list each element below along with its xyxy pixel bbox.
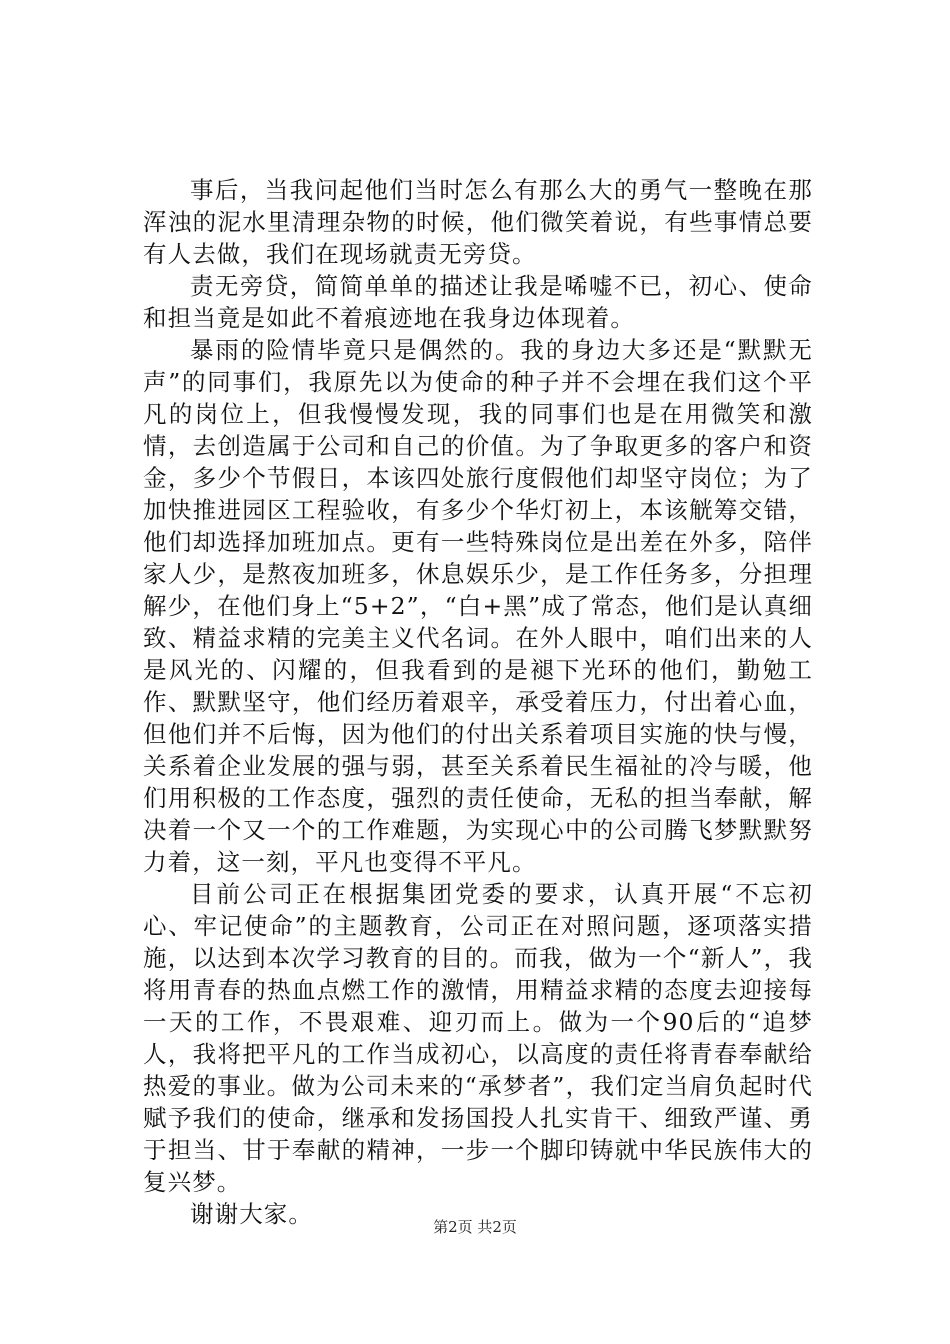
paragraph-thanks: 谢谢大家。 — [190, 1200, 313, 1228]
document-body — [143, 174, 813, 1230]
paragraph-duty: 责无旁贷，简简单单的描述让我是唏嘘不已，初心、使命和担当竟是如此不着痕迹地在我身边体现着。 — [143, 272, 813, 332]
page-number-footer: 第2页 共2页 — [433, 1218, 517, 1236]
paragraph-aftermath: 事后，当我问起他们当时怎么有那么大的勇气一整晚在那浑浊的泥水里清理杂物的时候，他们微笑着说，有些事情总要有人去做，我们在现场就责无旁贷。 — [143, 176, 813, 268]
paragraph-company-education: 目前公司正在根据集团党委的要求，认真开展“不忘初心、牢记使命”的主题教育，公司正在对照问题，逐项落实措施，以达到本次学习教育的目的。而我，做为一个“新人”，我将用青春的热血点燃工作的激情，用精益求精的态度去迎接每一天的工作，不畏艰难、迎刃而上。做为一个90后的“追梦人，我将把平凡的工作当成初心，以高度的责任将青春奉献给热爱的事业。做为公司未来的“承梦者”，我们定当肩负起时代赋予我们的使命，继承和发扬国投人扎实肯干、细致严谨、勇于担当、甘于奉献的精神，一步一个脚印铸就中华民族伟大的复兴梦。 — [143, 880, 813, 1196]
paragraph-colleagues: 暴雨的险情毕竟只是偶然的。我的身边大多还是“默默无声”的同事们，我原先以为使命的种子并不会埋在我们这个平凡的岗位上，但我慢慢发现，我的同事们也是在用微笑和激情，去创造属于公司和自己的价值。为了争取更多的客户和资金，多少个节假日，本该四处旅行度假他们却坚守岗位；为了加快推进园区工程验收，有多少个华灯初上，本该觥筹交错，他们却选择加班加点。更有一些特殊岗位是出差在外多，陪伴家人少，是熬夜加班多，休息娱乐少，是工作任务多，分担理解少，在他们身上“5+2”，“白+黑”成了常态，他们是认真细致、精益求精的完美主义代名词。在外人眼中，咱们出来的人是风光的、闪耀的，但我看到的是褪下光环的他们，勤勉工作、默默坚守，他们经历着艰辛，承受着压力，付出着心血，但他们并不后悔，因为他们的付出关系着项目实施的快与慢，关系着企业发展的强与弱，甚至关系着民生福祉的冷与暖，他们用积极的工作态度，强烈的责任使命，无私的担当奉献，解决着一个又一个的工作难题，为实现心中的公司腾飞梦默默努力着，这一刻，平凡也变得不平凡。 — [143, 336, 813, 876]
